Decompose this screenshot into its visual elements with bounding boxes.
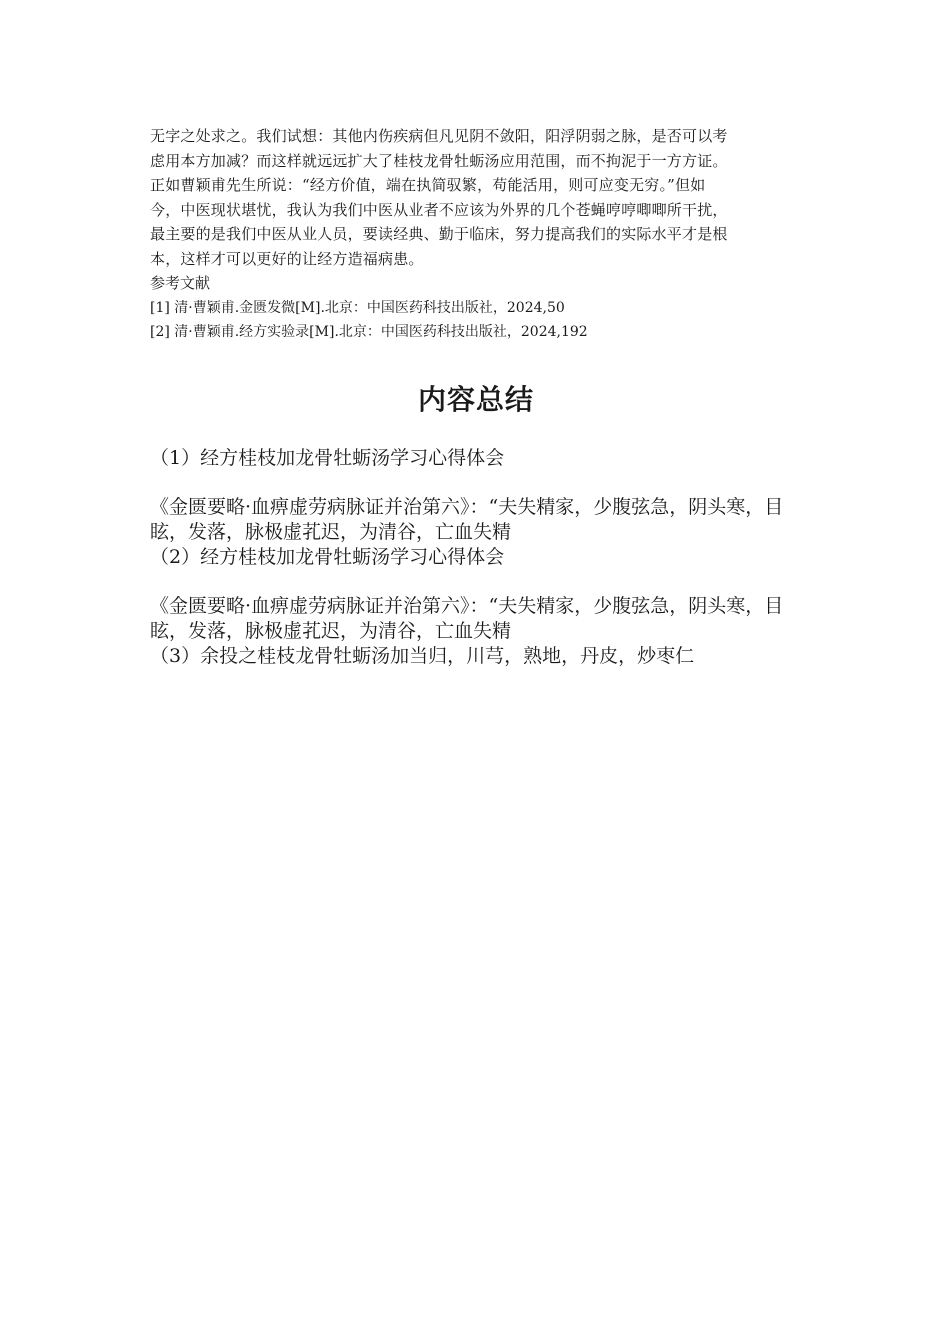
- summary-item-quote: 《金匮要略·血痹虚劳病脉证并治第六》：“夫失精家，少腹弦急，阴头寒，目眩，发落，脉极虚芤迟，为清谷，亡血失精: [150, 496, 784, 543]
- body-line: 虑用本方加减？而这样就远远扩大了桂枝龙骨牡蛎汤应用范围，而不拘泥于一方方证。: [150, 151, 728, 170]
- reference-item: [1] 清·曹颖甫.金匮发微[M].北京：中国医药科技出版社，2024,50: [150, 299, 565, 316]
- references-section: [150, 271, 802, 345]
- summary-item-heading: （3）余投之桂枝龙骨牡蛎汤加当归，川芎，熟地，丹皮，炒枣仁: [150, 645, 695, 667]
- references-heading: 参考文献: [150, 274, 211, 292]
- body-line: 正如曹颖甫先生所说：“经方价值，端在执简驭繁，苟能活用，则可应变无穷。”但如: [150, 176, 706, 194]
- summary-item-quote: 《金匮要略·血痹虚劳病脉证并治第六》：“夫失精家，少腹弦急，阴头寒，目眩，发落，脉极虚芤迟，为清谷，亡血失精: [150, 595, 784, 642]
- body-line: 最主要的是我们中医从业人员，要读经典、勤于临床，努力提高我们的实际水平才是根: [150, 225, 728, 243]
- body-paragraph: [150, 124, 802, 271]
- summary-section: [150, 446, 802, 669]
- document-page: [150, 124, 802, 667]
- summary-item-heading: （1）经方桂枝加龙骨牡蛎汤学习心得体会: [150, 447, 505, 469]
- body-line: 无字之处求之。我们试想：其他内伤疾病但凡见阴不敛阳，阳浮阴弱之脉，是否可以考: [150, 127, 728, 145]
- summary-item-heading: （2）经方桂枝加龙骨牡蛎汤学习心得体会: [150, 546, 505, 568]
- summary-title: 内容总结: [417, 383, 534, 416]
- body-line: 今，中医现状堪忧，我认为我们中医从业者不应该为外界的几个苍蝇哼哼唧唧所干扰，: [150, 200, 728, 219]
- body-line: 本，这样才可以更好的让经方造福病患。: [150, 249, 424, 268]
- reference-item: [2] 清·曹颖甫.经方实验录[M].北京：中国医药科技出版社，2024,192: [150, 324, 588, 340]
